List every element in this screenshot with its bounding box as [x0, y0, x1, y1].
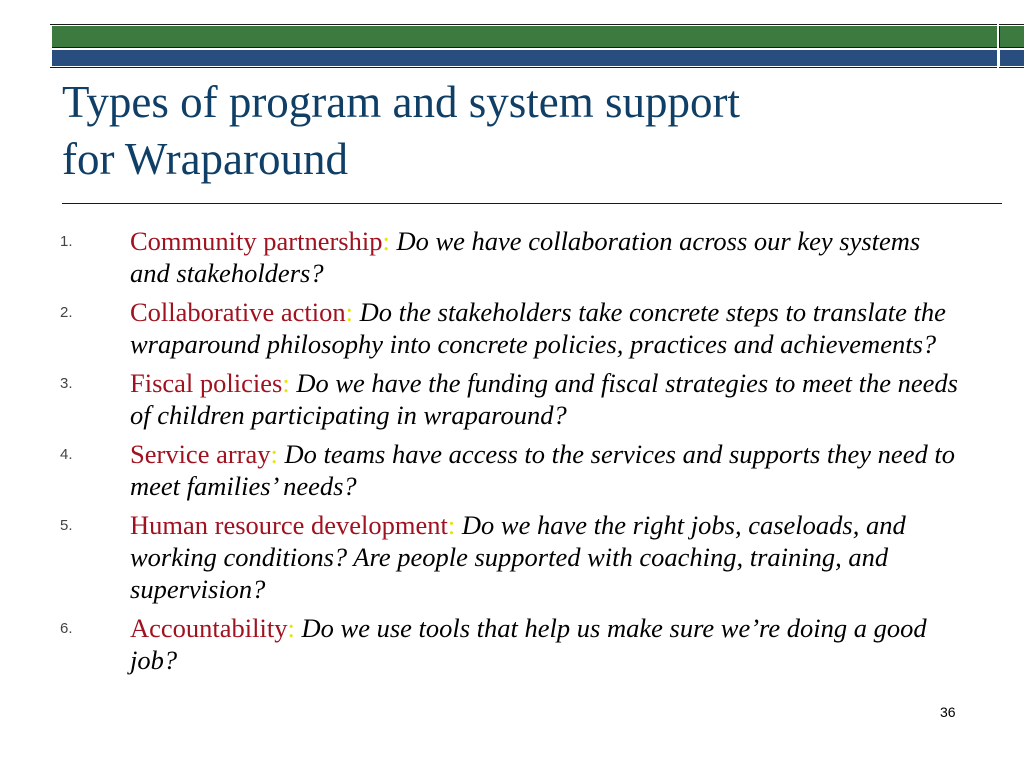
slide-title-line2: for Wraparound	[62, 134, 348, 184]
list-item-separator: :	[447, 510, 456, 540]
list-item-separator: :	[287, 613, 295, 643]
list-item-number: 6.	[60, 620, 73, 637]
list-item-separator: :	[345, 297, 353, 327]
list-item	[60, 612, 960, 676]
list-item-term: Community partnership	[130, 226, 383, 256]
slide-title	[62, 74, 992, 188]
list-item-separator: :	[270, 439, 278, 469]
list-item-number: 3.	[60, 375, 73, 392]
list-item-question: Do teams have access to the services and supports they need to meet families’ needs?	[130, 439, 955, 501]
list-item-separator: :	[382, 226, 390, 256]
list-item-term: Human resource development	[130, 510, 448, 540]
list-item	[60, 509, 960, 605]
list-item	[60, 367, 960, 431]
list-item-term: Accountability	[130, 613, 288, 643]
list-item-question: Do the stakeholders take concrete steps to translate the wraparound philosophy into concrete policies, practices and achievements?	[130, 297, 946, 359]
list-item-number: 1.	[60, 233, 73, 250]
list-item-separator: :	[282, 368, 290, 398]
list-item-term: Fiscal policies	[130, 368, 283, 398]
header-blue-square	[1000, 50, 1024, 66]
list-item-question: Do we have the right jobs, caseloads, and working conditions? Are people supported with coaching, training, and supervision?	[130, 510, 906, 604]
header-green-square	[999, 26, 1024, 48]
list-item-question: Do we use tools that help us make sure we’re doing a good job?	[130, 613, 927, 675]
support-types-list	[60, 225, 960, 683]
list-item-term: Service array	[130, 439, 271, 469]
page-number: 36	[940, 704, 956, 720]
list-item	[60, 438, 960, 502]
slide-title-line1: Types of program and system support	[62, 77, 740, 127]
title-underline	[62, 203, 1002, 204]
header-green-bar	[52, 26, 997, 48]
list-item-number: 4.	[60, 446, 73, 463]
list-item	[60, 225, 960, 289]
list-item-question: Do we have collaboration across our key systems and stakeholders?	[130, 226, 921, 288]
list-item-number: 2.	[60, 304, 73, 321]
list-item-term: Collaborative action	[130, 297, 346, 327]
header-blue-bar	[52, 50, 997, 66]
list-item-question: Do we have the funding and fiscal strategies to meet the needs of children participating in wraparound?	[130, 368, 958, 430]
list-item-number: 5.	[60, 517, 73, 534]
list-item	[60, 296, 960, 360]
